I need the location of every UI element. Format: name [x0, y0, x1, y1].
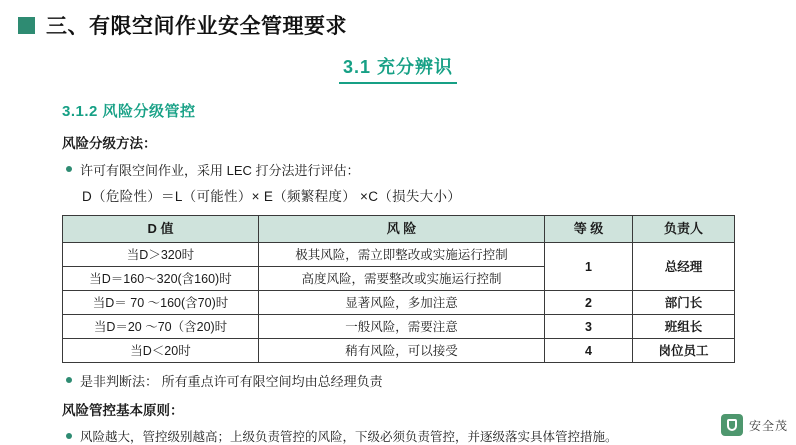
heading-marker-icon	[18, 17, 35, 34]
section-title-container	[0, 53, 796, 84]
judgement-bullet-text: 是非判断法： 所有重点许可有限空间均由总经理负责	[80, 374, 383, 389]
watermark-text: 安全茂	[748, 418, 788, 433]
cell-d-value: 当D＝20 ～70（含20)时	[63, 315, 259, 339]
method-bullet-text: 许可有限空间作业，采用 LEC 打分法进行评估：	[80, 163, 360, 178]
table-header-owner: 负责人	[633, 216, 735, 243]
cell-risk: 极其风险，需立即整改或实施运行控制	[259, 243, 545, 267]
cell-level: 1	[545, 243, 633, 291]
cell-owner: 岗位员工	[633, 339, 735, 363]
judgement-bullet-item	[66, 371, 796, 390]
section-title: 3.1 充分辨识	[339, 53, 457, 84]
cell-risk: 显著风险，多加注意	[259, 291, 545, 315]
main-heading	[18, 10, 796, 40]
risk-grading-table	[62, 215, 735, 363]
principle-bullet-text: 风险越大，管控级别越高；上级负责管控的风险，下级必须负责管控，并逐级落实具体管控措施。	[80, 430, 618, 444]
cell-risk: 高度风险，需要整改或实施运行控制	[259, 267, 545, 291]
cell-owner: 总经理	[633, 243, 735, 291]
table-row	[63, 315, 735, 339]
cell-level: 3	[545, 315, 633, 339]
table-header-row	[63, 216, 735, 243]
table-header-d-value: D 值	[63, 216, 259, 243]
table-row	[63, 339, 735, 363]
cell-d-value: 当D＝160～320(含160)时	[63, 267, 259, 291]
bullet-dot-icon	[66, 377, 72, 383]
table-row	[63, 291, 735, 315]
cell-d-value: 当D＜20时	[63, 339, 259, 363]
cell-risk: 一般风险，需要注意	[259, 315, 545, 339]
table-header-risk: 风 险	[259, 216, 545, 243]
principle-title: 风险管控基本原则：	[62, 403, 184, 418]
bullet-dot-icon	[66, 166, 72, 172]
formula-text: D（危险性）＝L（可能性）× E（频繁程度） ×C（损失大小）	[82, 189, 462, 204]
cell-owner: 部门长	[633, 291, 735, 315]
cell-owner: 班组长	[633, 315, 735, 339]
slide-page	[0, 10, 796, 444]
table-header-level: 等 级	[545, 216, 633, 243]
cell-risk: 稍有风险，可以接受	[259, 339, 545, 363]
method-bullet-item	[66, 160, 796, 179]
table-row	[63, 243, 735, 267]
watermark-logo-icon	[721, 414, 743, 436]
cell-level: 2	[545, 291, 633, 315]
cell-d-value: 当D＝ 70 ～160(含70)时	[63, 291, 259, 315]
main-heading-text: 三、有限空间作业安全管理要求	[46, 15, 347, 38]
sub-heading: 3.1.2 风险分级管控	[62, 103, 196, 120]
method-title: 风险分级方法：	[62, 136, 157, 151]
cell-d-value: 当D＞320时	[63, 243, 259, 267]
cell-level: 4	[545, 339, 633, 363]
principle-bullet-item	[66, 427, 796, 445]
watermark-badge	[721, 414, 788, 436]
